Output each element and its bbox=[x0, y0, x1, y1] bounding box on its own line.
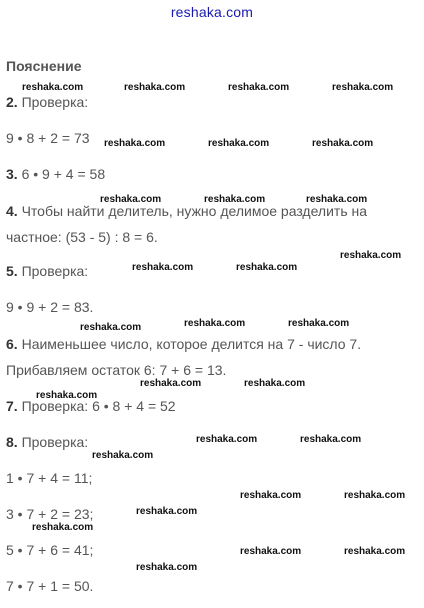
watermark: reshaka.com bbox=[136, 506, 198, 517]
watermark: reshaka.com bbox=[244, 378, 306, 389]
watermark: reshaka.com bbox=[288, 318, 350, 329]
watermark: reshaka.com bbox=[344, 546, 406, 557]
watermark: reshaka.com bbox=[300, 434, 362, 445]
solution-line bbox=[6, 130, 90, 146]
section-title: Пояснение bbox=[6, 58, 82, 74]
watermark: reshaka.com bbox=[340, 250, 402, 261]
item-text: 1 • 7 + 4 = 11; bbox=[6, 470, 93, 486]
watermark: reshaka.com bbox=[344, 490, 406, 501]
watermark: reshaka.com bbox=[184, 318, 246, 329]
item-number: 8. bbox=[6, 434, 18, 450]
item-text: 3 • 7 + 2 = 23; bbox=[6, 506, 94, 522]
item-text: Проверка: bbox=[17, 263, 89, 279]
item-text: Прибавляем остаток 6: 7 + 6 = 13. bbox=[6, 362, 227, 378]
watermark: reshaka.com bbox=[240, 490, 302, 501]
item-number: 4. bbox=[6, 203, 18, 219]
solution-line bbox=[6, 506, 93, 522]
item-text: 5 • 7 + 6 = 41; bbox=[6, 542, 94, 558]
item-number: 7. bbox=[6, 398, 18, 414]
item-text: 9 • 9 + 2 = 83. bbox=[6, 299, 94, 315]
watermark: reshaka.com bbox=[228, 82, 290, 93]
watermark: reshaka.com bbox=[92, 450, 154, 461]
watermark: reshaka.com bbox=[236, 262, 298, 273]
solution-line bbox=[6, 166, 105, 182]
item-text: 6 • 9 + 4 = 58 bbox=[17, 166, 106, 182]
watermark: reshaka.com bbox=[124, 82, 186, 93]
watermark: reshaka.com bbox=[100, 194, 162, 205]
item-number: 5. bbox=[6, 263, 18, 279]
watermark: reshaka.com bbox=[196, 434, 258, 445]
solution-line bbox=[6, 362, 226, 378]
item-text: Проверка: bbox=[17, 94, 89, 110]
item-number: 2. bbox=[6, 94, 18, 110]
watermark: reshaka.com bbox=[208, 138, 270, 149]
solution-line bbox=[6, 336, 361, 352]
item-text: Проверка: 6 • 8 + 4 = 52 bbox=[17, 398, 176, 414]
watermark: reshaka.com bbox=[132, 262, 194, 273]
item-text: Проверка: bbox=[17, 434, 89, 450]
watermark: reshaka.com bbox=[140, 378, 202, 389]
item-number: 6. bbox=[6, 336, 18, 352]
watermark: reshaka.com bbox=[332, 82, 394, 93]
item-text: частное: (53 - 5) : 8 = 6. bbox=[6, 229, 158, 245]
solution-line bbox=[6, 203, 367, 219]
solution-line bbox=[6, 542, 93, 558]
solution-line bbox=[6, 94, 88, 110]
solution-line bbox=[6, 299, 93, 315]
solution-line bbox=[6, 434, 88, 450]
watermark: reshaka.com bbox=[306, 194, 368, 205]
item-text: Чтобы найти делитель, нужно делимое разделить на bbox=[17, 203, 368, 219]
item-text: 7 • 7 + 1 = 50. bbox=[6, 578, 94, 594]
watermark: reshaka.com bbox=[204, 194, 266, 205]
solution-line bbox=[6, 263, 88, 279]
item-text: 9 • 8 + 2 = 73 bbox=[6, 130, 90, 146]
watermark: reshaka.com bbox=[312, 138, 374, 149]
watermark: reshaka.com bbox=[136, 562, 198, 573]
solution-line bbox=[6, 578, 93, 594]
watermark: reshaka.com bbox=[32, 522, 94, 533]
solution-line bbox=[6, 470, 92, 486]
watermark: reshaka.com bbox=[36, 390, 98, 401]
watermark: reshaka.com bbox=[80, 322, 142, 333]
solution-line bbox=[6, 229, 158, 245]
item-text: Наименьшее число, которое делится на 7 - число 7. bbox=[17, 336, 362, 352]
site-header-link[interactable]: reshaka.com bbox=[170, 4, 254, 20]
item-number: 3. bbox=[6, 166, 18, 182]
watermark: reshaka.com bbox=[104, 138, 166, 149]
watermark: reshaka.com bbox=[240, 546, 302, 557]
watermark: reshaka.com bbox=[22, 82, 84, 93]
